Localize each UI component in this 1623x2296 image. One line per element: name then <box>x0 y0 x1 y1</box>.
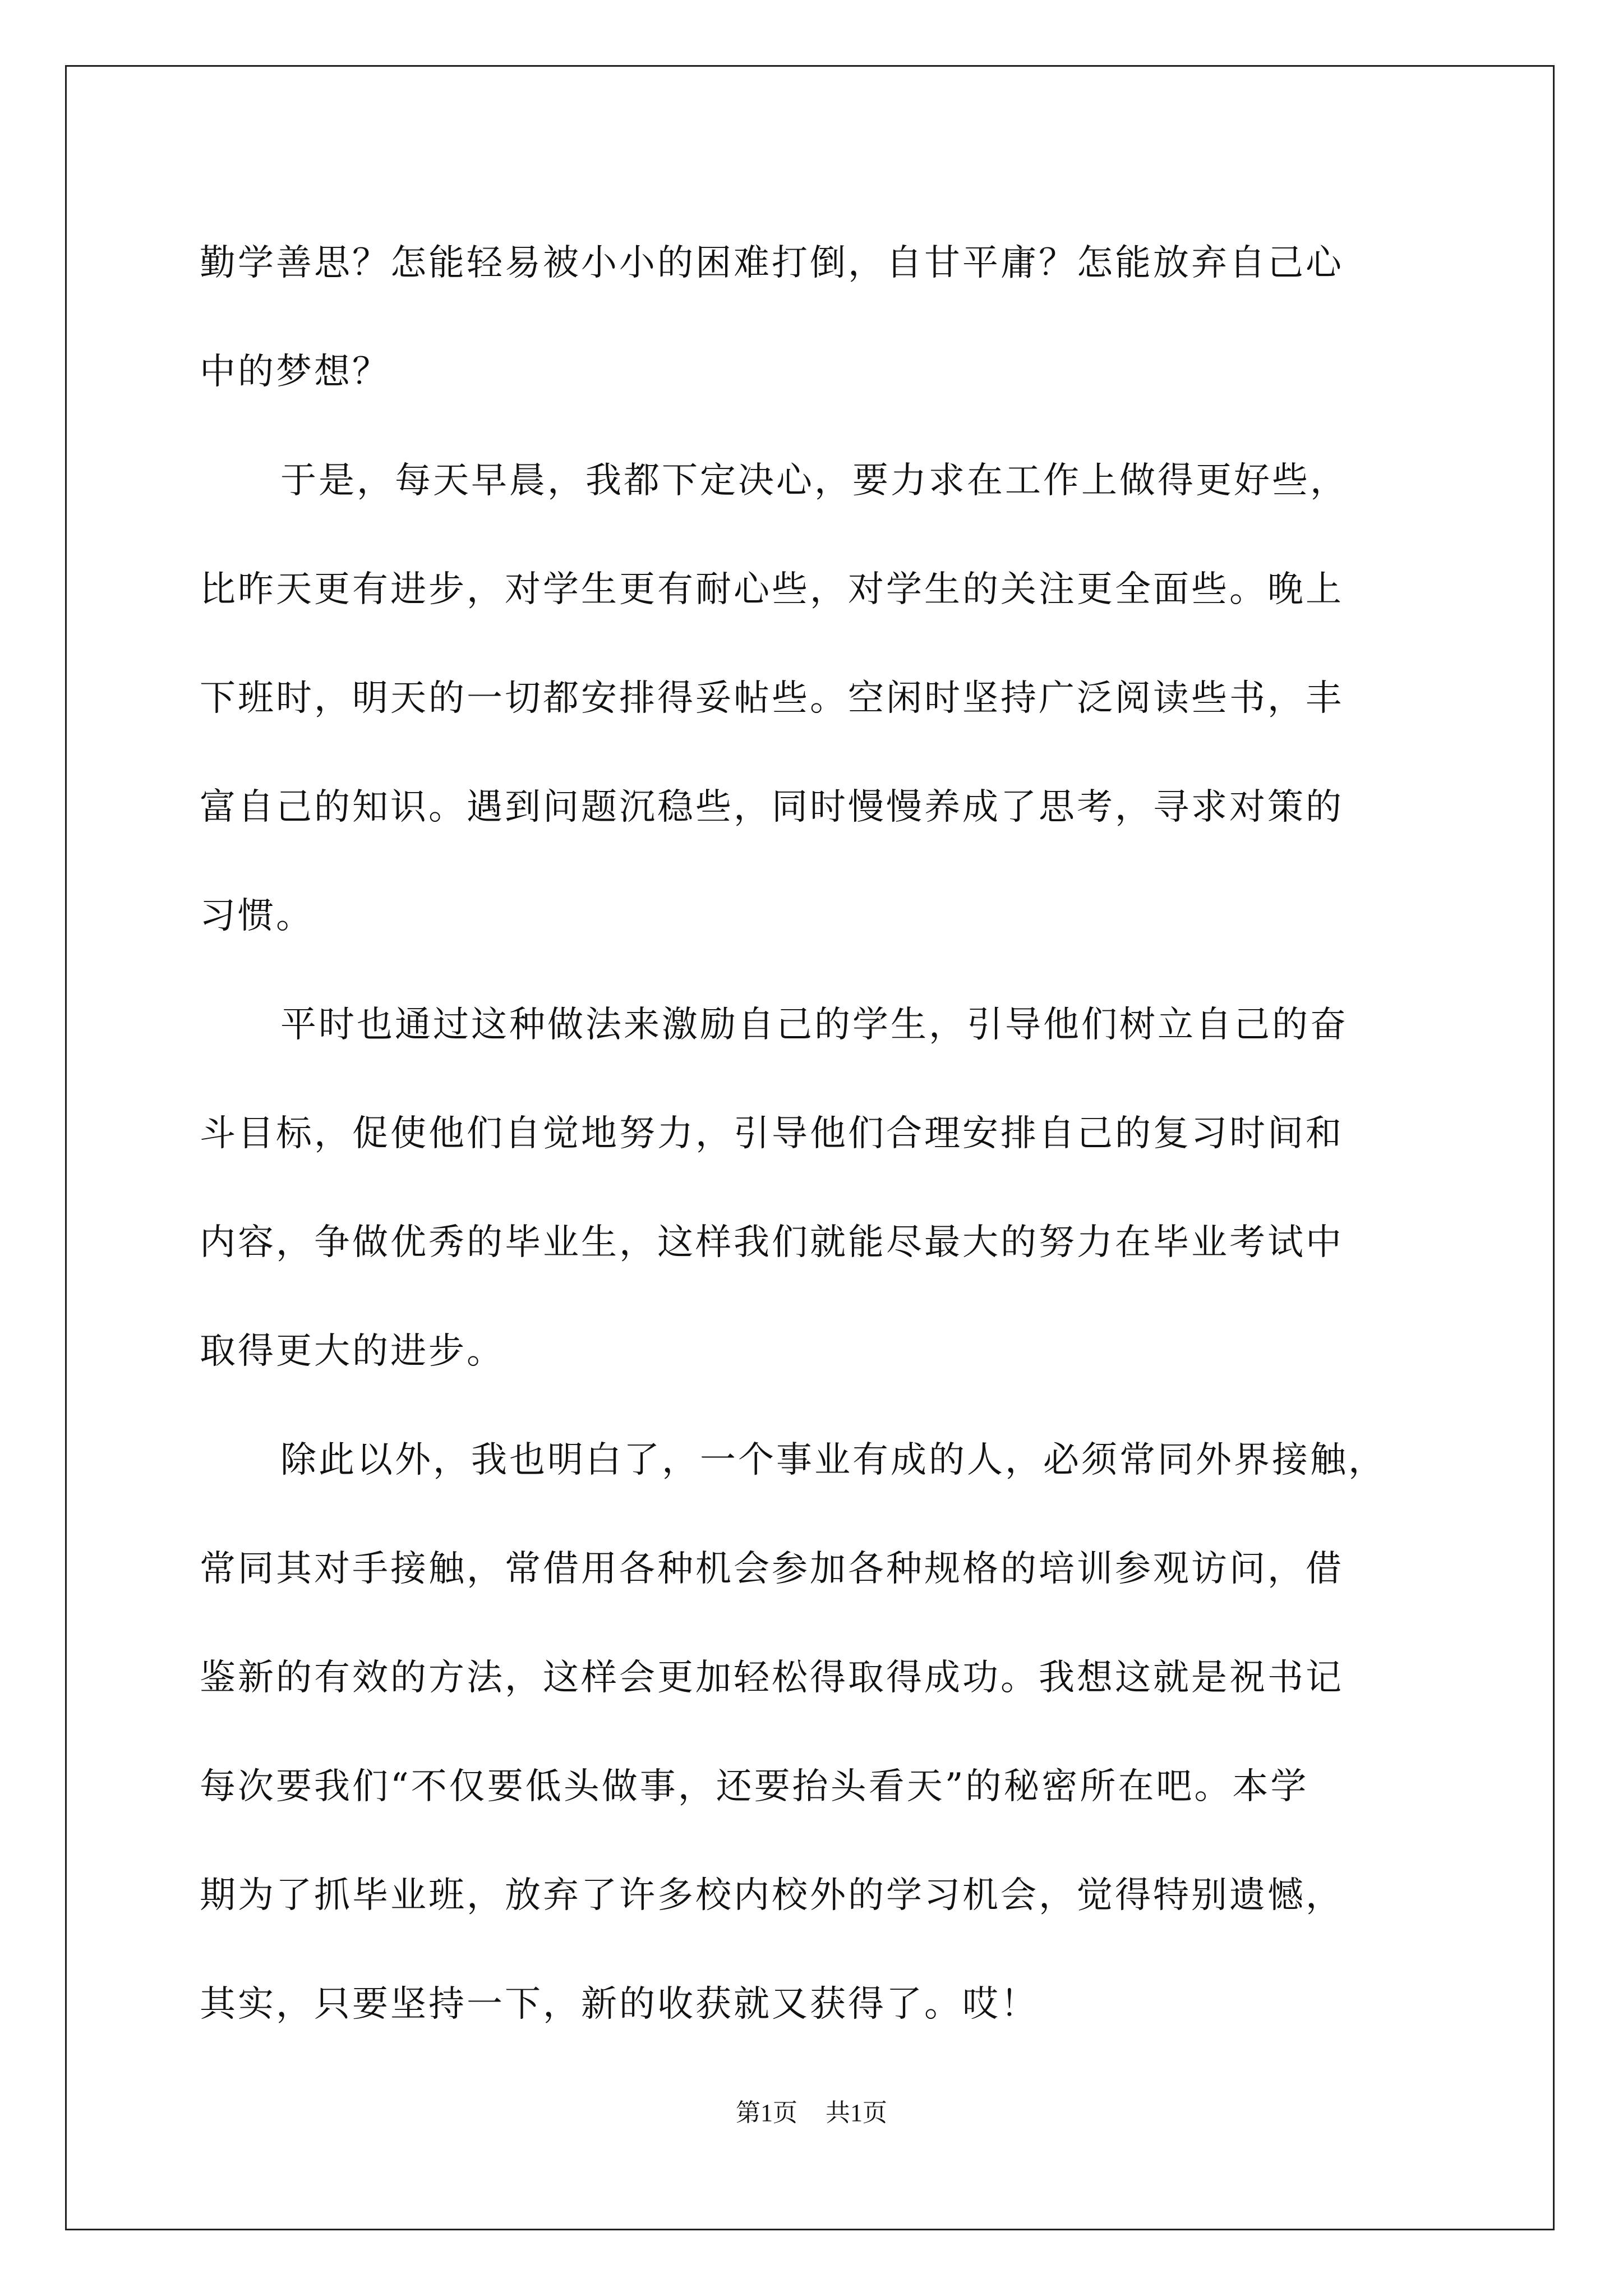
text-line: 中的梦想？ <box>200 351 390 393</box>
text-line: 内容，争做优秀的毕业生，这样我们就能尽最大的努力在毕业考试中 <box>200 1222 1344 1263</box>
text-line: 每次要我们“不仅要低头做事，还要抬头看天”的秘密所在吧。本学 <box>200 1766 1309 1807</box>
page-footer <box>0 2092 1623 2128</box>
text-line: 习惯。 <box>200 895 314 937</box>
text-line: 富自己的知识。遇到问题沉稳些，同时慢慢养成了思考，寻求对策的 <box>200 786 1344 828</box>
text-line: 常同其对手接触，常借用各种机会参加各种规格的培训参观访问，借 <box>200 1548 1344 1590</box>
text-line: 除此以外，我也明白了，一个事业有成的人，必须常同外界接触， <box>280 1439 1386 1481</box>
text-line: 取得更大的进步。 <box>200 1331 505 1372</box>
text-line: 平时也通过这种做法来激励自己的学生，引导他们树立自己的奋 <box>280 1004 1348 1046</box>
text-line: 比昨天更有进步，对学生更有耐心些，对学生的关注更全面些。晚上 <box>200 569 1344 610</box>
page-number-total: 共1页 <box>826 2099 887 2127</box>
text-line: 勤学善思？怎能轻易被小小的困难打倒，自甘平庸？怎能放弃自己心 <box>200 242 1344 284</box>
page-number-current: 第1页 <box>736 2099 797 2127</box>
document-body <box>200 209 1433 2059</box>
text-line: 斗目标，促使他们自觉地努力，引导他们合理安排自己的复习时间和 <box>200 1113 1344 1154</box>
text-line: 鉴新的有效的方法，这样会更加轻松得取得成功。我想这就是祝书记 <box>200 1657 1344 1699</box>
text-line: 下班时，明天的一切都安排得妥帖些。空闲时坚持广泛阅读些书，丰 <box>200 678 1344 719</box>
text-line: 于是，每天早晨，我都下定决心，要力求在工作上做得更好些， <box>280 460 1348 501</box>
text-line: 期为了抓毕业班，放弃了许多校内校外的学习机会，觉得特别遗憾， <box>200 1875 1344 1916</box>
text-line: 其实，只要坚持一下，新的收获就又获得了。哎！ <box>200 1984 1039 2025</box>
